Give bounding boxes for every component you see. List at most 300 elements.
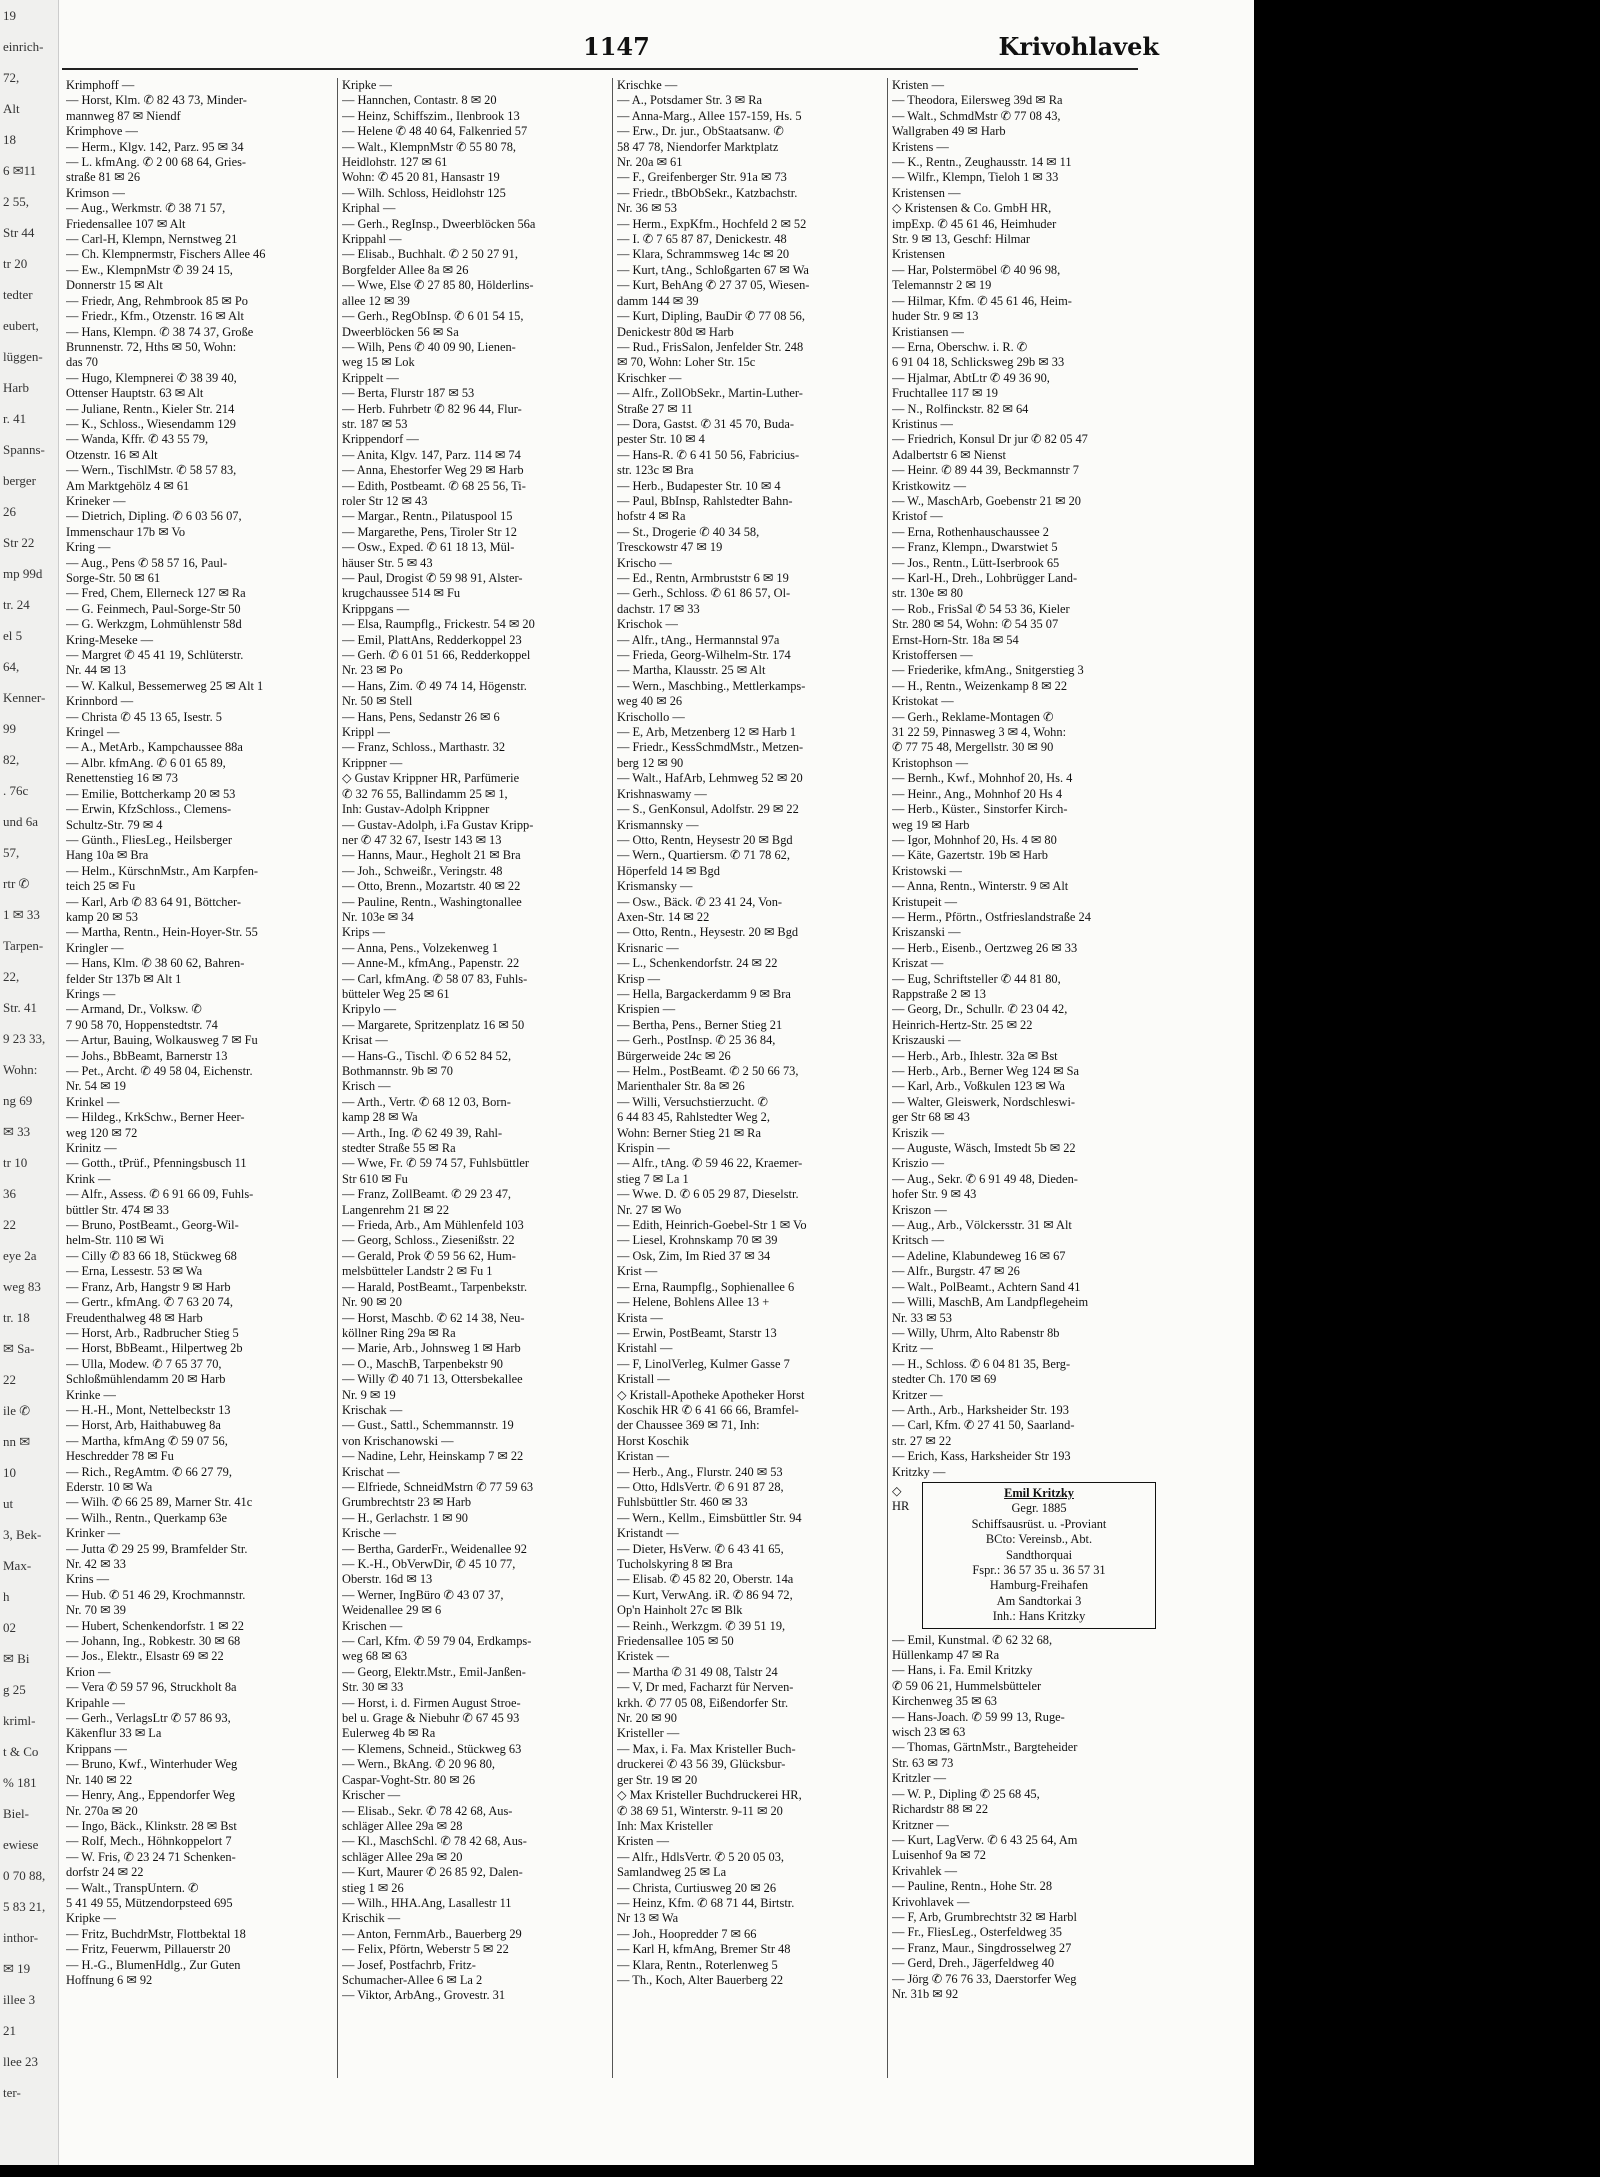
directory-entry-line: — Ed., Rentn, Armbruststr 6 ✉ 19	[617, 571, 789, 585]
directory-entry-line: berg 12 ✉ 90	[617, 755, 684, 770]
edge-fragment: lüggen-	[3, 349, 43, 364]
directory-entry-line: — K., Rentn., Zeughausstr. 14 ✉ 11	[892, 155, 1072, 170]
surname-heading: Kristan —	[617, 1449, 669, 1464]
directory-entry-line: — Pauline, Rentn., Hohe Str. 28	[892, 1879, 1053, 1894]
directory-entry-line: — Hans-Joach. ✆ 59 99 13, Ruge-	[892, 1709, 1065, 1724]
edge-fragment: und 6a	[3, 814, 39, 829]
directory-entry-line: — Heinr., Ang., Mohnhof 20 Hs 4	[892, 786, 1063, 801]
edge-fragment: Harb	[3, 380, 29, 395]
directory-entry-line: — Hans, Zim. ✆ 49 74 14, Högenstr.	[342, 678, 527, 693]
ad-line: Fspr.: 36 57 35 u. 36 57 31	[972, 1563, 1106, 1577]
directory-entry-line: — Aug., Sekr. ✆ 6 91 49 48, Dieden-	[892, 1171, 1078, 1186]
directory-entry-line: 31 22 59, Pinnasweg 3 ✉ 4, Wohn:	[892, 725, 1067, 740]
directory-entry-line: — Alfr., tAng. ✆ 59 46 22, Kraemer-	[617, 1156, 803, 1171]
directory-entry-line: — Fritz, BuchdrMstr, Flottbektal 18	[66, 1926, 246, 1941]
ad-hr-mark: HR	[892, 1499, 910, 1514]
edge-fragment: tedter	[3, 287, 33, 302]
edge-fragment: 6 ✉11	[3, 163, 37, 178]
directory-entry-line: Adalbertstr 6 ✉ Nienst	[892, 447, 1006, 462]
column-4-bottom	[892, 1633, 1162, 2003]
directory-entry-line: Nr. 44 ✉ 13	[66, 663, 126, 678]
running-head: Krivohlavek	[998, 32, 1159, 61]
directory-entry-line: Eulerweg 4b ✉ Ra	[342, 1726, 436, 1741]
directory-entry-line: — Franz, Schloss., Marthastr. 32	[342, 740, 506, 755]
directory-entry-line: — Elfriede, SchneidMstrn ✆ 77 59 63	[342, 1479, 534, 1494]
directory-entry-line: — Herb. Fuhrbetr ✆ 82 96 44, Flur-	[342, 401, 522, 416]
directory-entry-line: — Hilmar, Kfm. ✆ 45 61 46, Heim-	[892, 293, 1072, 308]
directory-entry-line: — Liesel, Krohnskamp 70 ✉ 39	[617, 1233, 778, 1248]
directory-entry-line: Luisenhof 9a ✉ 72	[892, 1848, 987, 1863]
directory-entry-line: Koschik HR ✆ 6 41 66 66, Bramfel-	[617, 1402, 799, 1417]
directory-entry-line: — Walt., PolBeamt., Achtern Sand 41	[892, 1279, 1081, 1294]
surname-heading: Kristall —	[617, 1372, 670, 1387]
directory-entry-line: — Herb., Eisenb., Oertzweg 26 ✉ 33	[892, 940, 1078, 955]
directory-entry-line: Schumacher-Allee 6 ✉ La 2	[342, 1972, 483, 1987]
surname-heading: Kristoffersen —	[892, 648, 973, 663]
edge-fragment: kriml-	[3, 1713, 36, 1728]
surname-heading: Krinkel —	[66, 1094, 120, 1109]
scan-background	[1254, 0, 1600, 2177]
surname-heading: Kritzner —	[892, 1817, 949, 1832]
directory-entry-line: ◇ Gustav Krippner HR, Parfümerie	[342, 771, 520, 786]
edge-fragment: % 181	[3, 1775, 37, 1790]
page-number: 1147	[583, 32, 650, 61]
surname-heading: Krismannsky —	[617, 817, 699, 832]
directory-entry-line: Immenschaur 17b ✉ Vo	[66, 524, 186, 539]
edge-fragment: t & Co	[3, 1744, 39, 1759]
directory-entry-line: — Karl, Arb ✆ 83 64 91, Böttcher-	[66, 894, 241, 909]
directory-entry-line: — Margarethe, Pens, Tiroler Str 12	[342, 524, 517, 539]
directory-entry-line: — Viktor, ArbAng., Grovestr. 31	[342, 1988, 506, 2003]
directory-entry-line: — Wern., Quartiersm. ✆ 71 78 62,	[617, 848, 790, 863]
directory-entry-line: Marienthaler Str. 8a ✉ 26	[617, 1079, 745, 1094]
directory-entry-line: — Ch. Klempnermstr, Fischers Allee 46	[66, 247, 266, 262]
directory-entry-line: — Alfr., ZollObSekr., Martin-Luther-	[617, 386, 803, 401]
directory-entry-line: — Edith, Heinrich-Goebel-Str 1 ✉ Vo	[617, 1218, 807, 1233]
directory-entry-line: — H., Rentn., Weizenkamp 8 ✉ 22	[892, 678, 1068, 693]
edge-fragment: Tarpen-	[3, 938, 44, 953]
surname-heading: Kristiansen —	[892, 324, 964, 339]
directory-entry-line: — F, LinolVerleg, Kulmer Gasse 7	[617, 1356, 790, 1371]
directory-entry-line: — Herm., Pförtn., Ostfrieslandstraße 24	[892, 909, 1091, 924]
directory-entry-line: — Christa, Curtiusweg 20 ✉ 26	[617, 1880, 777, 1895]
surname-heading: Kringel —	[66, 725, 120, 740]
directory-entry-line: Nr. 140 ✉ 22	[66, 1772, 133, 1787]
directory-entry-line: Denickestr 80d ✉ Harb	[617, 324, 734, 339]
directory-entry-line: — Wern., BkAng. ✆ 20 96 80,	[342, 1757, 496, 1772]
directory-entry-line: damm 144 ✉ 39	[617, 293, 699, 308]
directory-entry-line: — Wilh., Rentn., Querkamp 63e	[66, 1510, 228, 1525]
directory-entry-line: Nr. 42 ✉ 33	[66, 1557, 126, 1571]
directory-entry-line: — Willy, Uhrm, Alto Rabenstr 8b	[892, 1325, 1060, 1340]
directory-entry-line: — Hans, Klm. ✆ 38 60 62, Bahren-	[66, 956, 245, 971]
directory-entry-line: — Dora, Gastst. ✆ 31 45 70, Buda-	[617, 416, 794, 431]
directory-entry-line: — Wanda, Kffr. ✆ 43 55 79,	[66, 432, 209, 447]
directory-entry-line: Nr. 270a ✉ 20	[66, 1803, 138, 1818]
directory-column-2	[337, 78, 612, 2078]
directory-entry-line: — L. kfmAng. ✆ 2 00 68 64, Gries-	[66, 155, 247, 170]
directory-entry-line: 5 41 49 55, Mützendorpsteed 695	[66, 1895, 233, 1910]
directory-entry-line: Ottenser Hauptstr. 63 ✉ Alt	[66, 386, 204, 401]
surname-heading: Kring —	[66, 540, 111, 555]
directory-entry-line: — Georg, Dr., Schullr. ✆ 23 04 42,	[892, 1002, 1068, 1017]
directory-entry-line: Str. 63 ✉ 73	[892, 1755, 954, 1770]
directory-entry-line: — Martha ✆ 31 49 08, Talstr 24	[617, 1664, 778, 1679]
directory-entry-line: — Eug, Schriftsteller ✆ 44 81 80,	[892, 971, 1061, 986]
surname-heading: Krippner —	[342, 755, 403, 770]
directory-entry-line: — Ew., KlempnMstr ✆ 39 24 15,	[66, 262, 233, 277]
directory-entry-line: — Paul, Drogist ✆ 59 98 91, Alster-	[342, 571, 523, 585]
directory-entry-line: Nr. 9 ✉ 19	[342, 1387, 396, 1402]
surname-heading: Kristkowitz —	[892, 478, 966, 493]
directory-entry-line: — Erich, Kass, Harksheider Str 193	[892, 1449, 1071, 1464]
directory-entry-line: — Walter, Gleiswerk, Nordschleswi-	[892, 1094, 1076, 1109]
directory-entry-line: — Hella, Bargackerdamm 9 ✉ Bra	[617, 986, 791, 1001]
directory-entry-line: weg 68 ✉ 63	[342, 1649, 408, 1664]
directory-entry-line: Hoffnung 6 ✉ 92	[66, 1972, 153, 1987]
surname-heading: Krippans —	[66, 1741, 127, 1756]
surname-heading: Kristinus —	[892, 416, 953, 431]
ad-line: Inh.: Hans Kritzky	[992, 1609, 1086, 1624]
directory-entry-line: Inh: Gustav-Adolph Krippner	[342, 802, 490, 817]
directory-entry-line: — Rud., FrisSalon, Jenfelder Str. 248	[617, 339, 804, 354]
edge-fragment: einrich-	[3, 39, 44, 54]
directory-entry-line: — Wwe, Fr. ✆ 59 74 57, Fuhlsbüttler	[342, 1156, 530, 1171]
directory-entry-line: — Karl H, kfmAng, Bremer Str 48	[617, 1942, 791, 1957]
directory-entry-line: — Frieda, Georg-Wilhelm-Str. 174	[617, 648, 791, 663]
directory-entry-line: str. 27 ✉ 22	[892, 1433, 952, 1448]
edge-fragment: Spanns-	[3, 442, 45, 457]
directory-entry-line: Schloßmühlendamm 20 ✉ Harb	[66, 1372, 226, 1387]
directory-entry-line: — Herb., Küster., Sinstorfer Kirch-	[892, 802, 1068, 817]
directory-entry-line: — Wern., TischlMstr. ✆ 58 57 83,	[66, 463, 237, 478]
directory-entry-line: Samlandweg 25 ✉ La	[617, 1865, 727, 1880]
directory-entry-line: köllner Ring 29a ✉ Ra	[342, 1325, 456, 1340]
directory-entry-line: — Jörg ✆ 76 76 33, Daerstorfer Weg	[892, 1971, 1077, 1986]
directory-entry-line: — Klemens, Schneid., Stückweg 63	[342, 1741, 522, 1756]
directory-entry-line: — Arth., Arb., Harksheider Str. 193	[892, 1402, 1069, 1417]
directory-entry-line: — Joh., Schweißr., Veringstr. 48	[342, 863, 503, 878]
directory-entry-line: Rappstraße 2 ✉ 13	[892, 986, 987, 1001]
directory-entry-line: — Th., Koch, Alter Bauerberg 22	[617, 1972, 784, 1987]
directory-entry-line: stedter Straße 55 ✉ Ra	[342, 1141, 456, 1156]
surname-heading: Krischen —	[342, 1618, 403, 1633]
surname-heading: Kristowski —	[892, 863, 962, 878]
directory-entry-line: — Aug., Pens ✆ 58 57 16, Paul-	[66, 555, 228, 570]
directory-entry-line: — Erw., Dr. jur., ObStaatsanw. ✆	[617, 124, 784, 139]
directory-entry-line: — Kurt, BehAng ✆ 27 37 05, Wiesen-	[617, 278, 810, 293]
surname-heading: Krischok —	[617, 617, 678, 632]
directory-entry-line: büttler Str. 474 ✉ 33	[66, 1202, 169, 1217]
directory-entry-line: — Franz, Maur., Singdrosselweg 27	[892, 1940, 1072, 1955]
directory-entry-line: — Jos., Rentn., Lütt-Iserbrook 65	[892, 555, 1060, 570]
edge-fragment: tr. 24	[3, 597, 30, 612]
directory-entry-line: Weidenallee 29 ✉ 6	[342, 1603, 442, 1618]
edge-fragment: 36	[3, 1186, 16, 1201]
surname-heading: Kristens —	[892, 139, 949, 154]
edge-fragment: 22	[3, 1217, 16, 1232]
directory-entry-line: — Christa ✆ 45 13 65, Isestr. 5	[66, 709, 222, 724]
directory-entry-line: — Walt., TranspUntern. ✆	[66, 1880, 199, 1895]
directory-entry-line: Fruchtallee 117 ✉ 19	[892, 386, 998, 401]
directory-entry-line: — Otto, Rentn., Heysestr. 20 ✉ Bgd	[617, 925, 799, 940]
directory-entry-line: — Willi, MaschB, Am Landpflegeheim	[892, 1295, 1089, 1310]
directory-entry-line: — H., Schloss. ✆ 6 04 81 35, Berg-	[892, 1356, 1071, 1371]
surname-heading: Kritsch —	[892, 1233, 944, 1248]
directory-entry-line: Fuhlsbüttler Str. 460 ✉ 33	[617, 1495, 748, 1510]
directory-entry-line: teich 25 ✉ Fu	[66, 879, 136, 894]
directory-entry-line: — Franz, ZollBeamt. ✆ 29 23 47,	[342, 1187, 512, 1202]
directory-entry-line: — G. Feinmech, Paul-Sorge-Str 50	[66, 601, 241, 616]
directory-entry-line: str. 187 ✉ 53	[342, 416, 408, 431]
directory-entry-line: Am Marktgehölz 4 ✉ 61	[66, 478, 190, 493]
surname-heading: Krische —	[342, 1526, 397, 1541]
surname-heading: Kritzky —	[892, 1464, 946, 1479]
directory-entry-line: — Gerh. ✆ 6 01 51 66, Redderkoppel	[342, 648, 531, 663]
directory-entry-line: — Horst, i. d. Firmen August Stroe-	[342, 1695, 521, 1710]
directory-entry-line: — Emilie, Bottcherkamp 20 ✉ 53	[66, 786, 236, 801]
edge-fragment: inthor-	[3, 1930, 39, 1945]
directory-entry-line: Höperfeld 14 ✉ Bgd	[617, 863, 720, 878]
directory-entry-line: — Rob., FrisSal ✆ 54 53 36, Kieler	[892, 601, 1070, 616]
directory-entry-line: — Kurt, Dipling, BauDir ✆ 77 08 56,	[617, 309, 805, 324]
directory-entry-line: — Otto, Rentn, Heysestr 20 ✉ Bgd	[617, 832, 793, 847]
edge-fragment: Biel-	[3, 1806, 29, 1821]
surname-heading: Kristophson —	[892, 755, 969, 770]
directory-entry-line: helm-Str. 110 ✉ Wi	[66, 1233, 164, 1248]
directory-entry-line: — Aug., Werkmstr. ✆ 38 71 57,	[66, 201, 226, 216]
edge-fragment: ewiese	[3, 1837, 39, 1852]
surname-heading: Kripke —	[66, 1911, 116, 1926]
directory-entry-line: — Gerh., PostInsp. ✆ 25 36 84,	[617, 1033, 776, 1048]
directory-entry-line: Hang 10a ✉ Bra	[66, 848, 149, 863]
directory-entry-line: — Horst, BbBeamt., Hilpertweg 2b	[66, 1341, 243, 1356]
edge-fragment: tr 20	[3, 256, 28, 271]
directory-entry-line: — Har, Polstermöbel ✆ 40 96 98,	[892, 262, 1061, 277]
edge-fragment: 99	[3, 721, 16, 736]
directory-entry-line: — Vera ✆ 59 57 96, Struckholt 8a	[66, 1680, 237, 1695]
directory-entry-line: ger Str 68 ✉ 43	[892, 1110, 970, 1125]
directory-entry-line: — Kurt, Maurer ✆ 26 85 92, Dalen-	[342, 1865, 523, 1880]
directory-entry-line: — Frieda, Arb., Am Mühlenfeld 103	[342, 1218, 524, 1233]
surname-heading: Krivahlek —	[892, 1863, 958, 1878]
directory-entry-line: Horst Koschik	[617, 1433, 689, 1448]
directory-entry-line: — Gerald, Prok ✆ 59 56 62, Hum-	[342, 1248, 516, 1263]
ad-diamond-mark: ◇	[892, 1483, 902, 1498]
directory-entry-line: — Pet., Archt. ✆ 49 58 04, Eichenstr.	[66, 1064, 253, 1078]
surname-heading: Kristof —	[892, 509, 943, 524]
directory-entry-line: 58 47 78, Niendorfer Marktplatz	[617, 139, 779, 154]
directory-entry-line: Nr. 33 ✉ 53	[892, 1310, 952, 1325]
directory-entry-line: Richardstr 88 ✉ 22	[892, 1802, 989, 1817]
directory-column-3	[612, 78, 887, 2078]
directory-entry-line: — Horst, Arb, Haithabuweg 8a	[66, 1418, 221, 1433]
surname-heading: Kristandt —	[617, 1526, 679, 1541]
edge-fragment: rtr ✆	[3, 876, 30, 891]
surname-heading: Krischo —	[617, 555, 672, 570]
directory-entry-line: — Hans-G., Tischl. ✆ 6 52 84 52,	[342, 1048, 512, 1063]
directory-entry-line: Wohn: ✆ 45 20 81, Hansastr 19	[342, 170, 500, 185]
directory-entry-line: Tresckowstr 47 ✉ 19	[617, 540, 723, 555]
surname-heading: Krink —	[66, 1171, 111, 1186]
previous-page-edge	[0, 0, 59, 2177]
directory-entry-line: — Kurt, VerwAng. iR. ✆ 86 94 72,	[617, 1587, 793, 1602]
ad-line: Hamburg-Freihafen	[989, 1578, 1089, 1593]
directory-entry-line: — Rich., RegAmtm. ✆ 66 27 79,	[66, 1464, 232, 1479]
directory-entry-line: — Margarete, Spritzenplatz 16 ✉ 50	[342, 1017, 525, 1032]
directory-entry-line: — Martha, Rentn., Hein-Hoyer-Str. 55	[66, 925, 258, 940]
directory-entry-line: — Felix, Pförtn, Weberstr 5 ✉ 22	[342, 1942, 509, 1957]
directory-entry-line: — A., Potsdamer Str. 3 ✉ Ra	[617, 93, 762, 108]
directory-entry-line: Renettenstieg 16 ✉ 73	[66, 771, 178, 786]
directory-entry-line: schläger Allee 29a ✉ 20	[342, 1849, 463, 1864]
surname-heading: Krings —	[66, 986, 116, 1001]
directory-entry-line: — Alfr., HdlsVertr. ✆ 5 20 05 03,	[617, 1849, 784, 1864]
directory-entry-line: — Dieter, HsVerw. ✆ 6 43 41 65,	[617, 1541, 784, 1556]
directory-entry-line: pester Str. 10 ✉ 4	[617, 432, 705, 447]
directory-entry-line: — F, Arb, Grumbrechtstr 32 ✉ Harbl	[892, 1909, 1077, 1924]
directory-entry-line: — Elisab., Sekr. ✆ 78 42 68, Aus-	[342, 1803, 513, 1818]
surname-heading: Kritz —	[892, 1341, 933, 1356]
directory-entry-line: — Arth., Vertr. ✆ 68 12 03, Born-	[342, 1094, 511, 1109]
directory-entry-line: — Willi, Versuchstierzucht. ✆	[617, 1094, 768, 1109]
directory-entry-line: — Werner, IngBüro ✆ 43 07 37,	[342, 1587, 504, 1602]
directory-entry-line: ger Str. 19 ✉ 20	[617, 1772, 698, 1787]
surname-heading: Krinitz —	[66, 1141, 117, 1156]
directory-entry-line: — Rolf, Mech., Höhnkoppelort 7	[66, 1834, 232, 1849]
directory-entry-line: — N., Rolfinckstr. 82 ✉ 64	[892, 401, 1029, 416]
directory-entry-line: straße 81 ✉ 26	[66, 170, 141, 185]
directory-entry-line: — Friedr., Kfm., Otzenstr. 16 ✉ Alt	[66, 309, 244, 324]
directory-entry-line: — Joh., Hoopredder 7 ✉ 66	[617, 1926, 757, 1941]
directory-entry-line: — Gerh., RegInsp., Dweerblöcken 56a	[342, 216, 536, 231]
edge-fragment: 57,	[3, 845, 20, 860]
surname-heading: Krinke —	[66, 1387, 116, 1402]
directory-entry-line: — Hildeg., KrkSchw., Berner Heer-	[66, 1110, 245, 1125]
directory-entry-line: — Martha, kfmAng ✆ 59 07 56,	[66, 1433, 228, 1448]
directory-entry-line: ◇ Max Kristeller Buchdruckerei HR,	[617, 1788, 802, 1803]
edge-fragment: eubert,	[3, 318, 39, 333]
directory-entry-line: Telemannstr 2 ✉ 19	[892, 278, 992, 293]
directory-entry-line: — Wilh. ✆ 66 25 89, Marner Str. 41c	[66, 1495, 253, 1510]
directory-entry-line: Friedensallee 105 ✉ 50	[617, 1634, 734, 1649]
edge-fragment: Max-	[3, 1558, 32, 1573]
directory-entry-line: Nr. 54 ✉ 19	[66, 1079, 126, 1094]
surname-heading: Kristupeit —	[892, 894, 958, 909]
directory-entry-line: krugchaussee 514 ✉ Fu	[342, 586, 461, 601]
directory-entry-line: — Horst, Klm. ✆ 82 43 73, Minder-	[66, 93, 247, 108]
directory-entry-line: — Wwe. D. ✆ 6 05 29 87, Dieselstr.	[617, 1187, 799, 1202]
surname-heading: Kriszauski —	[892, 1033, 961, 1048]
directory-entry-line: wisch 23 ✉ 63	[892, 1725, 966, 1740]
directory-entry-line: 6 44 83 45, Rahlstedter Weg 2,	[617, 1110, 770, 1125]
directory-entry-line: — K.-H., ObVerwDir, ✆ 45 10 77,	[342, 1557, 516, 1571]
directory-entry-line: Tucholskyring 8 ✉ Bra	[617, 1557, 733, 1571]
directory-entry-line: Wohn: Berner Stieg 21 ✉ Ra	[617, 1125, 761, 1140]
surname-heading: Krista —	[617, 1310, 663, 1325]
directory-entry-line: Nr. 36 ✉ 53	[617, 201, 677, 216]
surname-heading: Krisch —	[342, 1079, 391, 1094]
surname-heading: Krischik —	[342, 1911, 401, 1926]
surname-heading: Krispien —	[617, 1002, 676, 1017]
directory-entry-line: Nr. 70 ✉ 39	[66, 1603, 126, 1618]
directory-entry-line: weg 40 ✉ 26	[617, 694, 683, 709]
surname-heading: Krisat —	[342, 1033, 388, 1048]
directory-entry-line: — Fritz, Feuerwm, Pillauerstr 20	[66, 1942, 231, 1957]
directory-entry-line: ✆ 77 75 48, Mergellstr. 30 ✉ 90	[892, 740, 1054, 755]
directory-entry-line: — Thomas, GärtnMstr., Bargteheider	[892, 1740, 1078, 1755]
directory-entry-line: — Bertha, GarderFr., Weidenallee 92	[342, 1541, 527, 1556]
surname-heading: Krips —	[342, 925, 386, 940]
directory-entry-line: — Cilly ✆ 83 66 18, Stückweg 68	[66, 1248, 237, 1263]
directory-entry-line: Friedensallee 107 ✉ Alt	[66, 216, 186, 231]
directory-entry-line: Nr 13 ✉ Wa	[617, 1911, 679, 1926]
surname-heading: Kriphal —	[342, 201, 396, 216]
edge-fragment: tr. 18	[3, 1310, 30, 1325]
ad-line: BCto: Vereinsb., Abt.	[985, 1532, 1093, 1547]
directory-entry-line: — Heinz, Kfm. ✆ 68 71 44, Birtstr.	[617, 1895, 795, 1910]
edge-fragment: ter-	[3, 2085, 21, 2100]
directory-entry-line: Nr. 20 ✉ 90	[617, 1711, 677, 1726]
directory-entry-line: mannweg 87 ✉ Niendf	[66, 108, 181, 123]
directory-entry-line: Ederstr. 10 ✉ Wa	[66, 1479, 153, 1494]
directory-entry-line: — Gerh., RegObInsp. ✆ 6 01 54 15,	[342, 309, 524, 324]
surname-heading: Krischak —	[342, 1402, 403, 1417]
directory-entry-line: — H., Gerlachstr. 1 ✉ 90	[342, 1510, 469, 1525]
directory-entry-line: — Wilh. Schloss, Heidlohstr 125	[342, 185, 506, 200]
directory-entry-line: — St., Drogerie ✆ 40 34 58,	[617, 524, 760, 539]
directory-entry-line: — Wwe, Else ✆ 27 85 80, Hölderlins-	[342, 278, 534, 293]
ad-line: Sandthorquai	[1005, 1547, 1073, 1562]
directory-entry-line: — Nadine, Lehr, Heinskamp 7 ✉ 22	[342, 1449, 524, 1464]
directory-entry-line: — Otto, Brenn., Mozartstr. 40 ✉ 22	[342, 879, 521, 894]
edge-fragment: 10	[3, 1465, 16, 1480]
directory-entry-line: — W., MaschArb, Goebenstr 21 ✉ 20	[892, 493, 1081, 508]
directory-entry-line: — Berta, Flurstr 187 ✉ 53	[342, 386, 475, 401]
directory-entry-line: Brunnenstr. 72, Hths ✉ 50, Wohn:	[66, 339, 237, 354]
directory-entry-line: — Gerd, Dreh., Jägerfeldweg 40	[892, 1956, 1055, 1971]
directory-entry-line: Bothmannstr. 9b ✉ 70	[342, 1064, 453, 1078]
surname-heading: Kripahle —	[66, 1695, 125, 1710]
ad-line: Am Sandtorkai 3	[996, 1593, 1082, 1608]
directory-entry-line: — Gustav-Adolph, i.Fa Gustav Kripp-	[342, 817, 534, 832]
edge-fragment: Str 22	[3, 535, 35, 550]
edge-fragment: 2 55,	[3, 194, 29, 209]
surname-heading: Krischer —	[342, 1788, 401, 1803]
directory-entry-line: huder Str. 9 ✉ 13	[892, 309, 979, 324]
directory-entry-line: — Igor, Mohnhof 20, Hs. 4 ✉ 80	[892, 832, 1057, 847]
directory-entry-line: — Gerh., Reklame-Montagen ✆	[892, 709, 1054, 724]
directory-entry-line: — V, Dr med, Facharzt für Nerven-	[617, 1680, 794, 1695]
directory-entry-line: — G. Werkzgm, Lohmühlenstr 58d	[66, 617, 242, 632]
directory-entry-line: — Carl, Kfm. ✆ 59 79 04, Erdkamps-	[342, 1634, 532, 1649]
directory-entry-line: — Hannchen, Contastr. 8 ✉ 20	[342, 93, 497, 108]
directory-entry-line: — Anna-Marg., Allee 157-159, Hs. 5	[617, 108, 802, 123]
surname-heading: Kripke —	[342, 78, 392, 92]
surname-heading: Krippahl —	[342, 232, 402, 247]
header-rule	[62, 68, 1138, 70]
directory-entry-line: — Carl, kfmAng. ✆ 58 07 83, Fuhls-	[342, 971, 528, 986]
directory-entry-line: — Arth., Ing. ✆ 62 49 39, Rahl-	[342, 1125, 503, 1140]
surname-heading: Kriszio —	[892, 1156, 944, 1171]
directory-entry-line: Otzenstr. 16 ✉ Alt	[66, 447, 158, 462]
directory-entry-line: — E, Arb, Metzenberg 12 ✉ Harb 1	[617, 725, 797, 740]
edge-fragment: r. 41	[3, 411, 27, 426]
directory-entry-line: — F., Greifenberger Str. 91a ✉ 73	[617, 170, 787, 185]
surname-heading: Kritzer —	[892, 1387, 943, 1402]
directory-entry-line: — Artur, Bauing, Wolkausweg 7 ✉ Fu	[66, 1033, 258, 1048]
directory-entry-line: Käkenflur 33 ✉ La	[66, 1726, 162, 1741]
